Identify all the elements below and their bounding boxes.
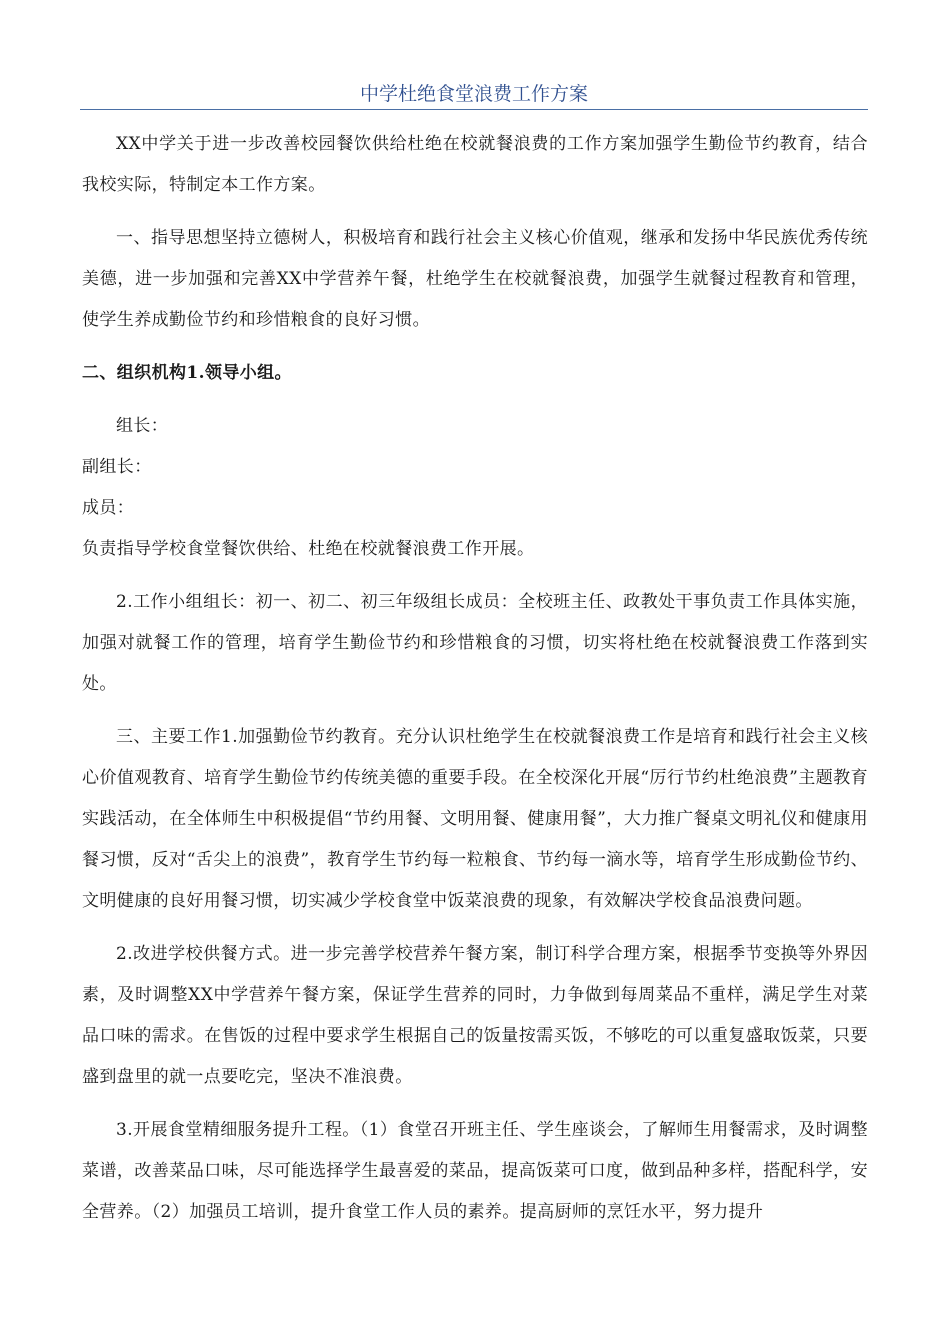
canteen-service-paragraph: 3.开展食堂精细服务提升工程。（1）食堂召开班主任、学生座谈会，了解师生用餐需求，及时调整菜谱，改善菜品口味，尽可能选择学生最喜爱的菜品，提高饭菜可口度，做到品种多样，搭配科学，安全营养。（2）加强员工培训，提升食堂工作人员的素养。提高厨师的烹饪水平，努力提升	[82, 1120, 868, 1222]
responsibility-line: 负责指导学校食堂餐饮供给、杜绝在校就餐浪费工作开展。	[82, 539, 535, 559]
deputy-leader-line: 副组长：	[82, 457, 152, 477]
guiding-ideology-paragraph: 一、指导思想坚持立德树人，积极培育和践行社会主义核心价值观，继承和发扬中华民族优秀传统美德，进一步加强和完善XX中学营养午餐，杜绝学生在校就餐浪费，加强学生就餐过程教育和管理，使学生养成勤俭节约和珍惜粮食的良好习惯。	[82, 228, 868, 330]
title-divider	[80, 109, 868, 110]
document-title: 中学杜绝食堂浪费工作方案	[359, 83, 588, 105]
main-work-paragraph: 三、主要工作1.加强勤俭节约教育。充分认识杜绝学生在校就餐浪费工作是培育和践行社会主义核心价值观教育、培育学生勤俭节约传统美德的重要手段。在全校深化开展“厉行节约杜绝浪费”主题教育实践活动，在全体师生中积极提倡“节约用餐、文明用餐、健康用餐”，大力推广餐桌文明礼仪和健康用餐习惯，反对“舌尖上的浪费”，教育学生节约每一粒粮食、节约每一滴水等，培育学生形成勤俭节约、文明健康的良好用餐习惯，切实减少学校食堂中饭菜浪费的现象，有效解决学校食品浪费问题。	[82, 727, 868, 911]
organization-heading: 二、组织机构1.领导小组。	[82, 363, 292, 383]
meal-service-paragraph: 2.改进学校供餐方式。进一步完善学校营养午餐方案，制订科学合理方案，根据季节变换等外界因素，及时调整XX中学营养午餐方案，保证学生营养的同时，力争做到每周菜品不重样，满足学生对菜品口味的需求。在售饭的过程中要求学生根据自己的饭量按需买饭，不够吃的可以重复盛取饭菜，只要盛到盘里的就一点要吃完，坚决不准浪费。	[82, 944, 868, 1087]
intro-paragraph: XX中学关于进一步改善校园餐饮供给杜绝在校就餐浪费的工作方案加强学生勤俭节约教育，结合我校实际，特制定本工作方案。	[82, 134, 868, 195]
document-body	[82, 124, 868, 1233]
leader-line: 组长：	[116, 416, 169, 436]
working-group-paragraph: 2.工作小组组长：初一、初二、初三年级组长成员：全校班主任、政教处干事负责工作具体实施，加强对就餐工作的管理，培育学生勤俭节约和珍惜粮食的习惯，切实将杜绝在校就餐浪费工作落到实处。	[82, 592, 868, 694]
members-line: 成员：	[82, 498, 135, 518]
